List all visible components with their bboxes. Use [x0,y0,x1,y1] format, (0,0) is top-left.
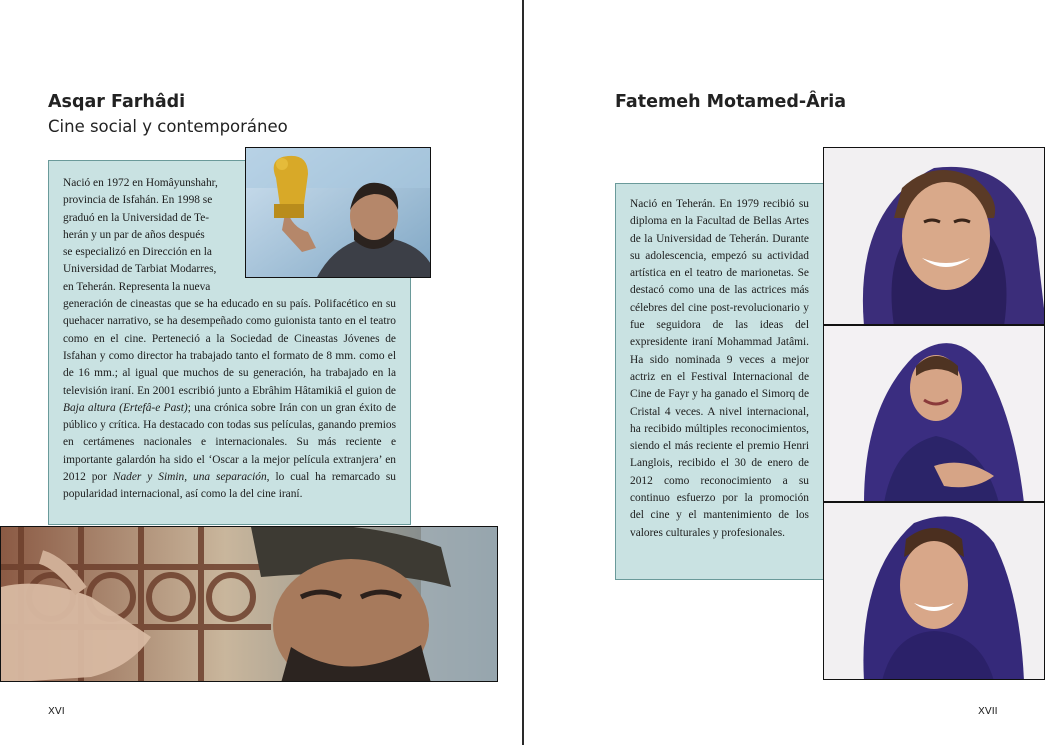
portrait-2-illustration [824,326,1045,502]
bio-line: en Teherán. Representa la nueva [63,280,211,293]
left-page-number: XVI [48,706,65,717]
bio-line: Nació en 1972 en Homâyunshahr, [63,177,218,189]
bio-line: herán y un par de años después [63,228,205,241]
left-bio-top-lines [63,175,248,296]
farhadi-award-photo [245,147,431,278]
left-page-title: Asqar Farhâdi [48,92,186,112]
bio-line: se especializó en Dirección en la [63,246,212,259]
motamed-aria-portrait-2 [823,325,1045,502]
right-bio-paragraph: Nació en Teherán. En 1979 recibió su diploma en la Facultad de Bellas Artes de la Universidad de Teherán. Durante su adolescencia, empezó su actividad artística en el teatro de marionetas. Se destacó como una de las actrices más célebres del cine post-revolucionario y fue seguidora de las ideas del expresidente iraní Mohammad Jatâmi. Ha sido nominada 9 veces a mejor actriz en el Festival Internacional de Cine de Fayr y ha ganado el Simorq de Cristal 4 veces. A nivel internacional, ha recibido múltiples reconocimientos, siendo el más reciente el premio Henri Langlois, recibido el 30 de enero de 2012 como reconocimiento a su continuo esfuerzo por la promoción del cine y el mantenimiento de los valores culturales y profesionales. [630,198,809,539]
bio-italic-2: Nader y Simin, una separación [112,471,267,484]
portrait-1-illustration [824,148,1045,325]
right-page-title: Fatemeh Motamed-Âria [615,92,847,112]
right-page-number: XVII [978,706,998,717]
bio-line: graduó en la Universidad de Te- [63,211,210,224]
farhadi-award-illustration [246,148,431,278]
bio-text-3: , lo cual ha remarcado su popularidad internacional, así como la del cine iraní. [63,471,396,501]
bio-line: provincia de Isfahán. En 1998 se [63,194,213,207]
motamed-aria-portrait-3 [823,502,1045,680]
left-bio-paragraph [63,296,396,504]
bio-italic-1: Baja altura (Ertefâ-e Past) [63,401,188,414]
farhadi-set-illustration [1,527,498,682]
bio-line: Universidad de Tarbiat Modarres, [63,263,217,276]
motamed-aria-portrait-1 [823,147,1045,325]
bio-text-1: generación de cineastas que se ha educado en su país. Polifacético en su quehacer narrativo, se ha desempeñado como guionista tanto en el teatro como en el cine. Perteneció a la Sociedad de Cineastas Jóvenes de Isfahan y como director ha trabajado tanto el formato de 8 mm. como el de 16 mm.; al igual que muchos de su generación, ha trabajado en la televisión iraní. En 2001 escribió junto a Ebrâhim Hâtamikiâ el guion de [63,298,396,397]
right-bio-box [615,183,824,580]
portrait-3-illustration [824,503,1045,680]
book-spine [522,0,524,745]
bio-text-2: ; una crónica sobre Irán con un gran éxito de público y crítica. Ha destacado con todas sus películas, ganando premios en certámenes nacionales e internacionales. Su más reciente e importante galardón ha sido el ‘Oscar a la mejor película extranjera’ en 2012 por [63,401,396,484]
left-page-subtitle: Cine social y contemporáneo [48,117,288,136]
farhadi-set-photo [0,526,498,682]
